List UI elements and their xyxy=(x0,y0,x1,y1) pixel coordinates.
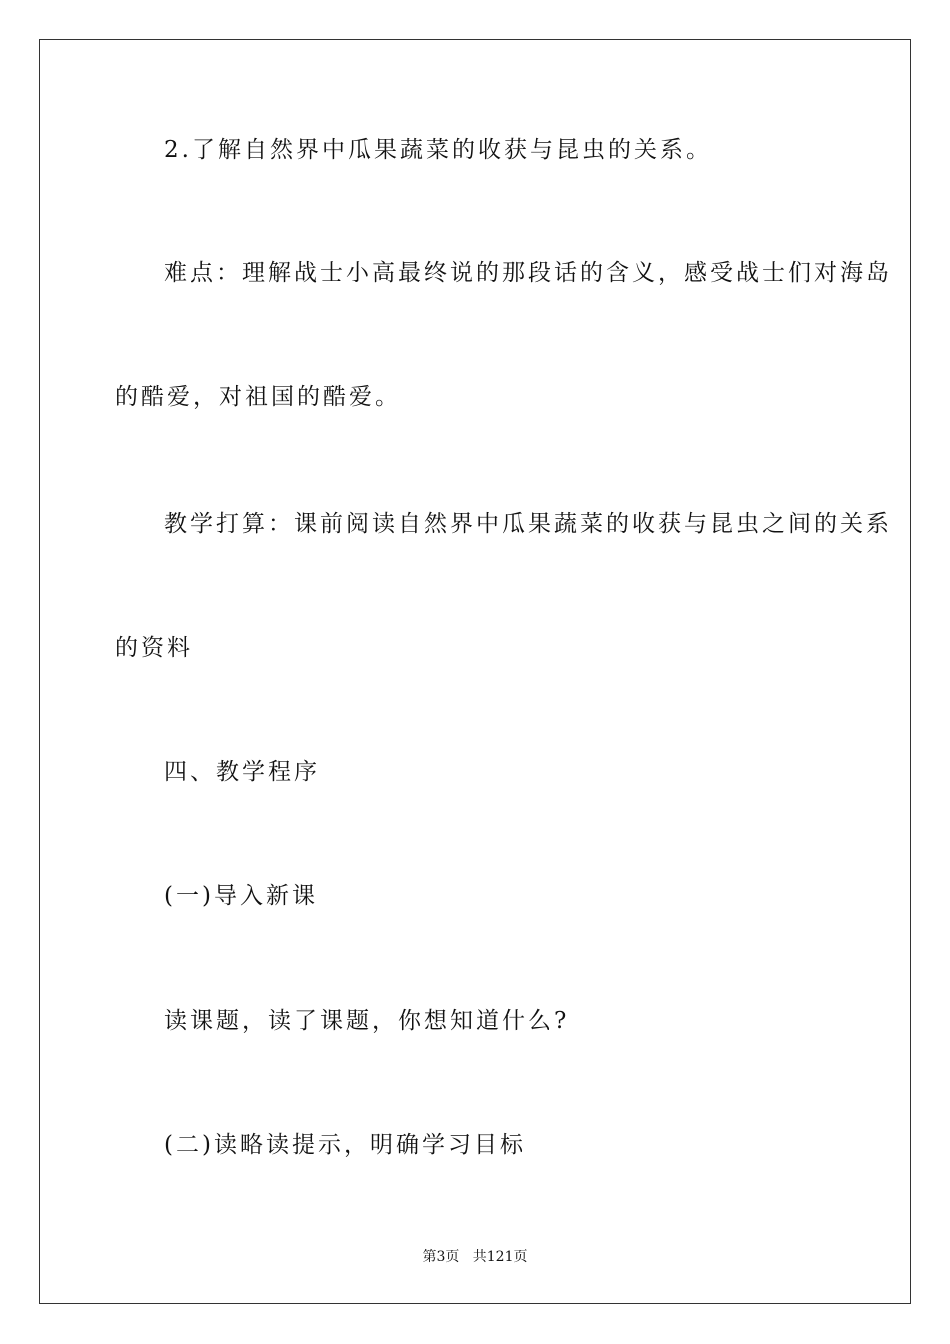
footer-page-prefix: 第 xyxy=(422,1249,437,1265)
paragraph-read-title: 读课题，读了课题，你想知道什么? xyxy=(164,1008,570,1034)
footer-page-suffix: 页 xyxy=(445,1249,460,1265)
paragraph-difficulty: 难点：理解战士小高最终说的那段话的含义，感受战士们对海岛 xyxy=(164,260,892,286)
subheading-introduction: (一)导入新课 xyxy=(164,883,318,909)
footer-page-number: 3 xyxy=(436,1249,446,1265)
page-border xyxy=(39,39,911,1304)
footer-total-pages: 121 xyxy=(486,1249,514,1265)
paragraph-learning-goal-2: 2.了解自然界中瓜果蔬菜的收获与昆虫的关系。 xyxy=(164,137,712,163)
subheading-read-hints: (二)读略读提示，明确学习目标 xyxy=(164,1132,526,1158)
page-footer xyxy=(0,1248,950,1266)
paragraph-teaching-preparation: 教学打算：课前阅读自然界中瓜果蔬菜的收获与昆虫之间的关系 xyxy=(164,511,892,537)
paragraph-teaching-preparation-continued: 的资料 xyxy=(115,635,193,661)
paragraph-difficulty-continued: 的酷爱，对祖国的酷爱。 xyxy=(115,384,401,410)
section-heading-teaching-procedure: 四、教学程序 xyxy=(164,759,320,785)
footer-total-suffix: 页 xyxy=(513,1249,528,1265)
footer-total-prefix: 共 xyxy=(472,1249,487,1265)
